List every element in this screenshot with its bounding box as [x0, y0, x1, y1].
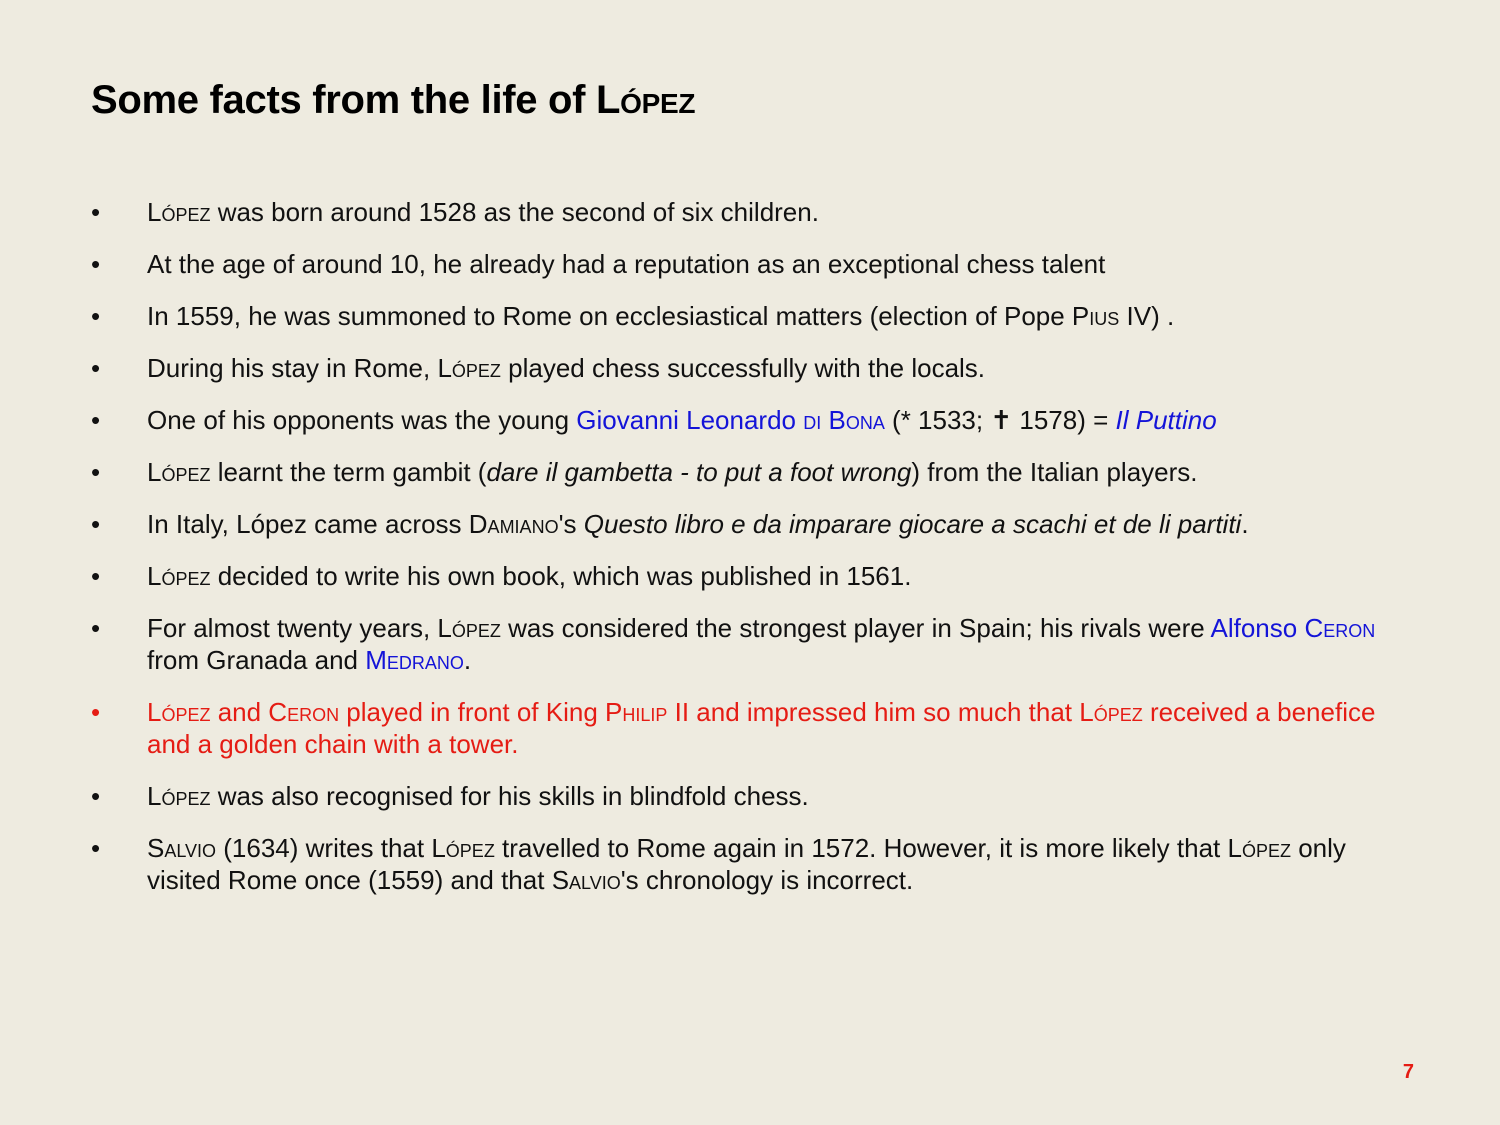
fact-text: IV) .	[1119, 301, 1175, 331]
fact-text: Questo libro e da imparare giocare a scachi et de li partiti	[583, 509, 1242, 539]
fact-item	[91, 696, 1421, 760]
fact-text: López	[1079, 697, 1143, 727]
page-number: 7	[1402, 1061, 1414, 1083]
slide-title	[91, 78, 695, 123]
bullet-marker: •	[91, 509, 101, 539]
fact-item	[91, 832, 1421, 896]
fact-text: decided to write his own book, which was published in 1561.	[210, 561, 912, 591]
fact-text: At the age of around 10, he already had a reputation as an exceptional chess talent	[147, 249, 1106, 279]
fact-text: dare il gambetta - to put a foot wrong	[486, 457, 912, 487]
fact-item	[91, 300, 1421, 332]
fact-text: Salvio	[551, 865, 621, 895]
fact-text: López	[147, 457, 211, 487]
fact-text: Medrano	[365, 645, 464, 675]
fact-text: Philip	[605, 697, 668, 727]
fact-item	[91, 196, 1421, 228]
fact-text: López	[1227, 833, 1291, 863]
fact-item	[91, 560, 1421, 592]
bullet-marker: •	[91, 613, 101, 643]
fact-text: ✝	[990, 405, 1013, 435]
fact-text: Giovanni Leonardo	[576, 405, 804, 435]
bullet-marker: •	[91, 697, 101, 727]
fact-text: .	[463, 645, 472, 675]
slide-title-name: López	[596, 78, 696, 122]
fact-text: López	[431, 833, 495, 863]
fact-text: .	[1241, 509, 1249, 539]
bullet-marker: •	[91, 249, 101, 279]
fact-text: was born around 1528 as the second of six children.	[210, 197, 819, 227]
bullet-marker: •	[91, 197, 101, 227]
fact-text: played chess successfully with the locals.	[500, 353, 986, 383]
fact-text: Alfonso	[1210, 613, 1305, 643]
fact-item	[91, 508, 1421, 540]
fact-text: Il Puttino	[1115, 405, 1217, 435]
fact-text: Damiano	[468, 509, 559, 539]
fact-text: For almost twenty years,	[147, 613, 438, 643]
fact-text: ) from the Italian players.	[911, 457, 1198, 487]
bullet-marker: •	[91, 457, 101, 487]
bullet-marker: •	[91, 833, 101, 863]
fact-text: played in front of King	[339, 697, 606, 727]
fact-text: Ceron	[1304, 613, 1376, 643]
bullet-marker: •	[91, 781, 101, 811]
facts-list	[91, 196, 1421, 896]
fact-text: López	[147, 697, 211, 727]
fact-item	[91, 248, 1421, 280]
bullet-marker: •	[91, 405, 101, 435]
fact-text: travelled to Rome again in 1572. However, it is more likely that	[494, 833, 1228, 863]
fact-text: only visited Rome once (1559) and that	[147, 833, 1346, 895]
fact-item	[91, 612, 1421, 676]
fact-text: (* 1533;	[884, 405, 991, 435]
fact-text: López	[147, 197, 211, 227]
fact-text: During his stay in Rome,	[147, 353, 438, 383]
fact-text: López	[437, 613, 501, 643]
fact-text: Ceron	[268, 697, 340, 727]
fact-text: from Granada and	[147, 645, 366, 675]
fact-text: 's chronology is incorrect.	[620, 865, 914, 895]
fact-text: López	[147, 781, 211, 811]
fact-text: di Bona	[803, 405, 885, 435]
fact-text: In 1559, he was summoned to Rome on ecclesiastical matters (election of Pope	[147, 301, 1072, 331]
fact-text: (1634) writes that	[216, 833, 432, 863]
fact-text: was also recognised for his skills in blindfold chess.	[210, 781, 809, 811]
fact-text: and	[210, 697, 269, 727]
fact-text: received a benefice and a golden chain with a tower.	[147, 697, 1376, 759]
fact-item	[91, 404, 1421, 436]
fact-item	[91, 456, 1421, 488]
slide-title-text: Some facts from the life of	[91, 78, 597, 122]
fact-text: López	[147, 561, 211, 591]
fact-text: One of his opponents was the young	[147, 405, 577, 435]
fact-text: was considered the strongest player in Spain; his rivals were	[500, 613, 1211, 643]
bullet-marker: •	[91, 353, 101, 383]
fact-text: 's	[558, 509, 584, 539]
fact-text: 1578) =	[1012, 405, 1116, 435]
fact-text: Pius	[1071, 301, 1120, 331]
fact-item	[91, 352, 1421, 384]
fact-text: learnt the term gambit (	[210, 457, 487, 487]
fact-text: López	[437, 353, 501, 383]
bullet-marker: •	[91, 301, 101, 331]
fact-text: II and impressed him so much that	[667, 697, 1080, 727]
fact-text: In Italy, López came across	[147, 509, 469, 539]
bullet-marker: •	[91, 561, 101, 591]
fact-text: Salvio	[147, 833, 217, 863]
fact-item	[91, 780, 1421, 812]
